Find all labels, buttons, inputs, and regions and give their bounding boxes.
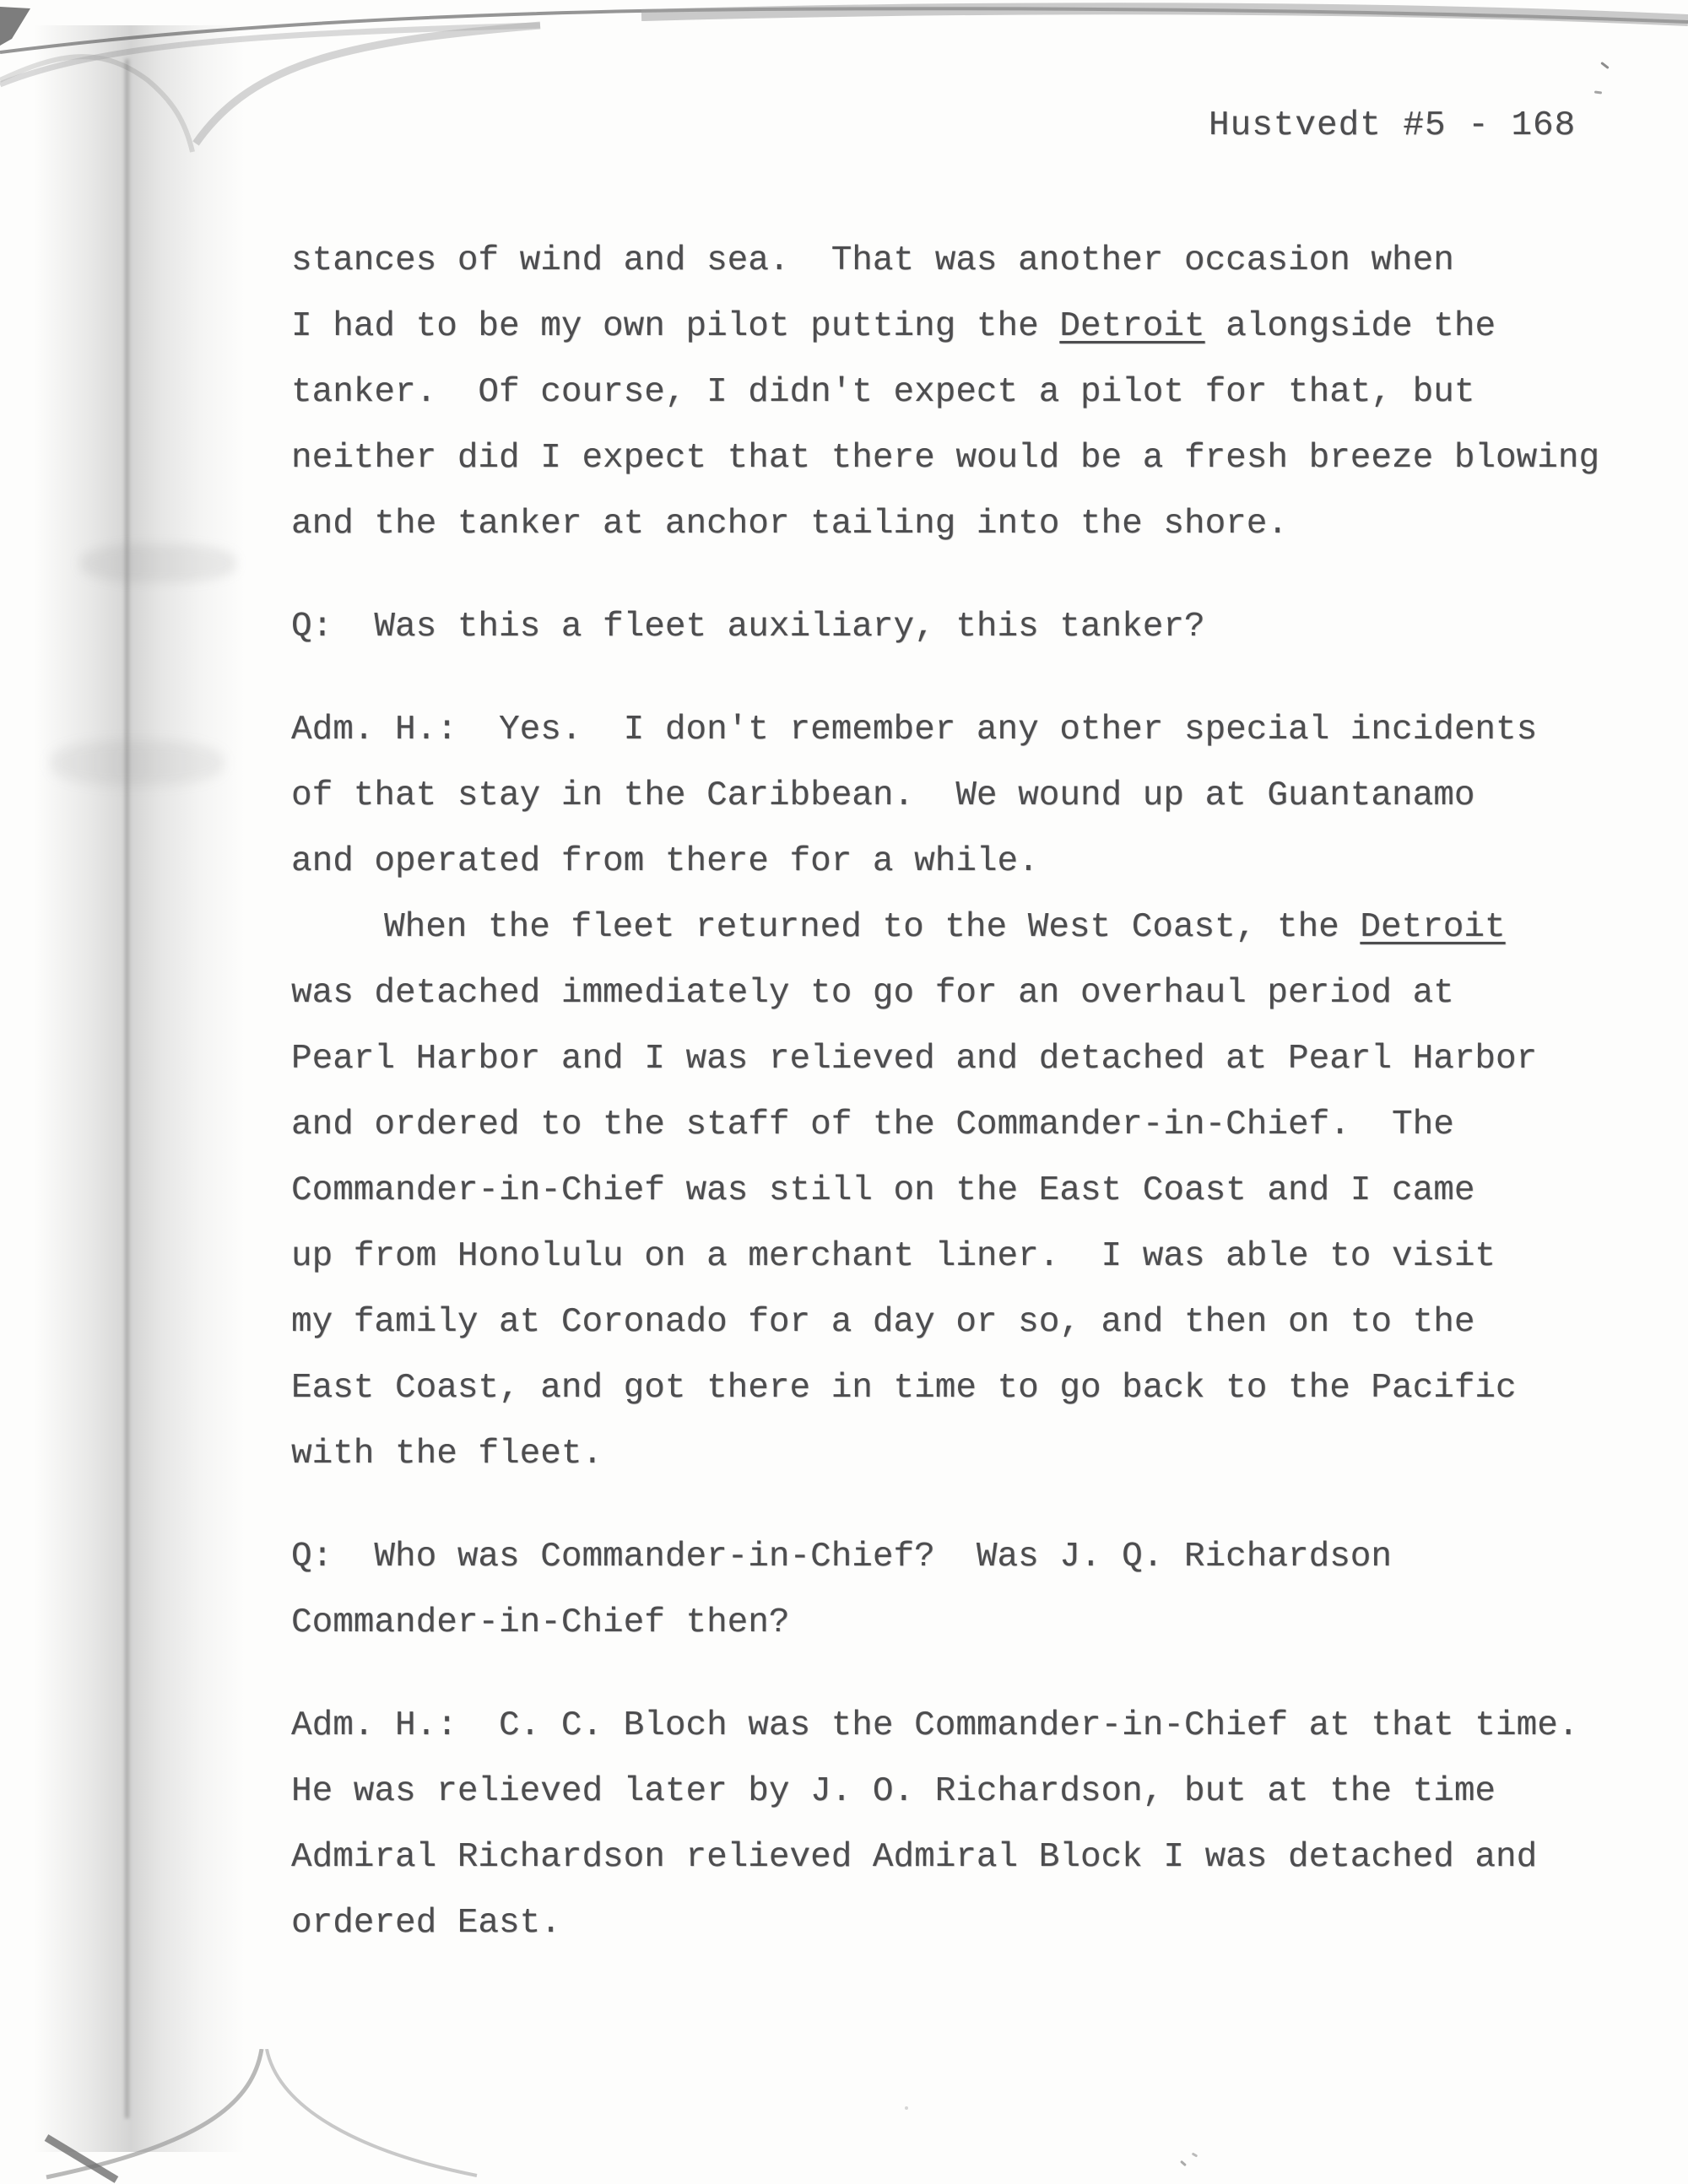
text-segment: I had to be my own pilot putting the — [291, 307, 1060, 346]
text-segment: East Coast, and got there in time to go back to the Pacific — [291, 1369, 1517, 1408]
text-segment: and operated from there for a while. — [291, 842, 1039, 881]
text-segment: Commander-in-Chief was still on the East Coast and I came — [291, 1171, 1475, 1210]
text-line — [291, 829, 1625, 895]
paragraph-gap — [291, 1487, 1625, 1524]
page-header: Hustvedt #5 - 168 — [1209, 106, 1577, 145]
scan-speck — [905, 2106, 908, 2110]
text-segment: Q: Who was Commander-in-Chief? Was J. Q. Richardson — [291, 1538, 1393, 1576]
text-line — [291, 1289, 1625, 1355]
text-segment: When the fleet returned to the West Coast, the — [384, 908, 1361, 947]
paragraph-gap — [291, 557, 1625, 594]
text-line — [291, 1890, 1625, 1956]
text-segment: and the tanker at anchor tailing into the shore. — [291, 505, 1288, 543]
transcript-text — [291, 228, 1625, 1956]
text-line — [291, 1026, 1625, 1092]
text-segment: with the fleet. — [291, 1435, 603, 1473]
text-segment: Q: Was this a fleet auxiliary, this tanker? — [291, 608, 1205, 646]
text-line — [291, 1355, 1625, 1421]
text-line — [291, 1524, 1625, 1590]
book-gutter-shadow — [34, 25, 245, 2152]
text-line — [291, 1759, 1625, 1825]
scan-speck — [1600, 62, 1610, 69]
scan-speck — [1594, 90, 1602, 94]
text-line — [291, 895, 1625, 960]
text-segment: was detached immediately to go for an overhaul period at — [291, 974, 1454, 1013]
paragraph-gap — [291, 1656, 1625, 1693]
text-line — [291, 594, 1625, 660]
text-line — [291, 763, 1625, 829]
text-line — [291, 960, 1625, 1026]
text-line — [291, 1421, 1625, 1487]
scan-smudge — [51, 741, 224, 785]
text-segment: tanker. Of course, I didn't expect a pilot for that, but — [291, 373, 1475, 412]
text-line — [291, 425, 1625, 491]
text-segment: Adm. H.: Yes. I don't remember any other special incidents — [291, 711, 1538, 749]
text-segment: alongside the — [1204, 307, 1496, 346]
underlined-ship-name: Detroit — [1360, 908, 1506, 947]
text-line — [291, 359, 1625, 425]
scan-speck — [1192, 2152, 1198, 2157]
text-segment: of that stay in the Caribbean. We wound up at Guantanamo — [291, 776, 1475, 815]
text-line — [291, 1158, 1625, 1224]
text-line — [291, 1590, 1625, 1656]
text-line — [291, 1224, 1625, 1289]
text-segment: Admiral Richardson relieved Admiral Block I was detached and — [291, 1838, 1538, 1877]
paragraph-gap — [291, 660, 1625, 697]
text-line — [291, 1092, 1625, 1158]
text-line — [291, 491, 1625, 557]
text-line — [291, 1825, 1625, 1890]
scan-smudge — [80, 544, 236, 582]
text-segment: stances of wind and sea. That was another occasion when — [291, 241, 1454, 280]
book-gutter-crease — [125, 59, 129, 2118]
text-segment: up from Honolulu on a merchant liner. I was able to visit — [291, 1237, 1496, 1276]
text-line — [291, 697, 1625, 763]
text-segment: Commander-in-Chief then? — [291, 1603, 790, 1642]
text-segment: ordered East. — [291, 1904, 561, 1943]
text-segment: Pearl Harbor and I was relieved and detached at Pearl Harbor — [291, 1040, 1538, 1078]
text-line — [291, 228, 1625, 294]
text-segment: He was relieved later by J. O. Richardson, but at the time — [291, 1772, 1496, 1811]
text-line — [291, 1693, 1625, 1759]
text-segment: my family at Coronado for a day or so, and then on to the — [291, 1303, 1475, 1342]
text-segment: neither did I expect that there would be a fresh breeze blowing — [291, 439, 1600, 478]
text-line — [291, 294, 1625, 359]
scan-speck — [1180, 2160, 1187, 2167]
underlined-ship-name: Detroit — [1059, 307, 1205, 346]
text-segment: and ordered to the staff of the Commander-in-Chief. The — [291, 1106, 1454, 1144]
text-segment: Adm. H.: C. C. Bloch was the Commander-in-Chief at that time. — [291, 1706, 1579, 1745]
